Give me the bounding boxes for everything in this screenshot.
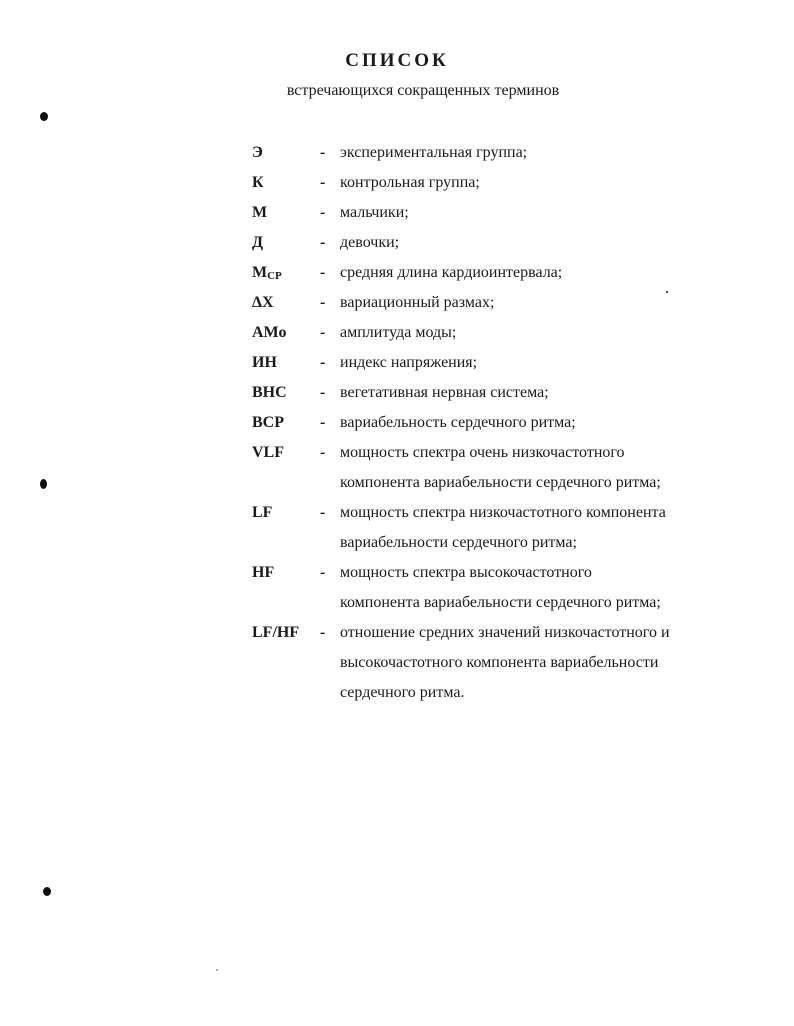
scan-speck bbox=[40, 479, 47, 489]
term-abbreviation: Д bbox=[252, 234, 264, 251]
term-separator: - bbox=[320, 144, 326, 161]
term-separator: - bbox=[320, 384, 326, 401]
term-separator: - bbox=[320, 564, 326, 581]
term-definition-continuation: компонента вариабельности сердечного ритма; bbox=[340, 474, 661, 491]
term-definition-continuation: вариабельности сердечного ритма; bbox=[340, 534, 577, 551]
term-definition: девочки; bbox=[340, 234, 400, 251]
list-item bbox=[0, 563, 794, 623]
term-abbreviation: М bbox=[252, 204, 268, 221]
scan-speck bbox=[666, 291, 668, 293]
term-definition: вариабельность сердечного ритма; bbox=[340, 414, 576, 431]
term-abbreviation: АМо bbox=[252, 324, 287, 341]
page-title: СПИСОК bbox=[345, 50, 449, 71]
term-definition: мощность спектра очень низкочастотного bbox=[340, 444, 625, 461]
term-definition: мощность спектра низкочастотного компонента bbox=[340, 504, 666, 521]
term-abbreviation bbox=[252, 263, 282, 286]
term-abbreviation: ИН bbox=[252, 354, 277, 371]
term-definition-continuation: компонента вариабельности сердечного ритма; bbox=[340, 594, 661, 611]
term-separator: - bbox=[320, 174, 326, 191]
term-separator: - bbox=[320, 294, 326, 311]
term-separator: - bbox=[320, 324, 326, 341]
term-definition: вегетативная нервная система; bbox=[340, 384, 549, 401]
term-abbreviation: ΔХ bbox=[252, 294, 274, 311]
term-definition: отношение средних значений низкочастотного и bbox=[340, 624, 670, 641]
scan-speck bbox=[43, 887, 51, 896]
term-abbreviation: LF bbox=[252, 504, 273, 521]
term-definition-continuation: высокочастотного компонента вариабельности bbox=[340, 654, 659, 671]
term-abbreviation: К bbox=[252, 174, 264, 191]
term-definition: средняя длина кардиоинтервала; bbox=[340, 264, 563, 281]
term-abbreviation-subscript: СР bbox=[267, 270, 282, 282]
term-definition: индекс напряжения; bbox=[340, 354, 478, 371]
term-separator: - bbox=[320, 264, 326, 281]
list-item bbox=[0, 443, 794, 503]
term-abbreviation: HF bbox=[252, 564, 275, 581]
term-definition: мощность спектра высокочастотного bbox=[340, 564, 592, 581]
scan-speck bbox=[216, 969, 218, 971]
term-abbreviation: ВНС bbox=[252, 384, 287, 401]
term-separator: - bbox=[320, 204, 326, 221]
term-separator: - bbox=[320, 504, 326, 521]
page-subtitle: встречающихся сокращенных терминов bbox=[286, 82, 560, 99]
term-definition-continuation: сердечного ритма. bbox=[340, 684, 465, 701]
term-separator: - bbox=[320, 354, 326, 371]
term-separator: - bbox=[320, 414, 326, 431]
term-abbreviation: VLF bbox=[252, 444, 284, 461]
term-definition: вариационный размах; bbox=[340, 294, 495, 311]
term-definition: мальчики; bbox=[340, 204, 409, 221]
list-item bbox=[0, 503, 794, 563]
term-abbreviation: ВСР bbox=[252, 414, 284, 431]
scan-speck bbox=[40, 112, 48, 121]
term-abbreviation: LF/HF bbox=[252, 624, 300, 641]
term-abbreviation: Э bbox=[252, 144, 263, 161]
term-separator: - bbox=[320, 234, 326, 251]
term-definition: экспериментальная группа; bbox=[340, 144, 528, 161]
term-definition: амплитуда моды; bbox=[340, 324, 457, 341]
term-definition: контрольная группа; bbox=[340, 174, 480, 191]
term-separator: - bbox=[320, 444, 326, 461]
term-separator: - bbox=[320, 624, 326, 641]
list-item bbox=[0, 623, 794, 713]
term-abbreviation-main: М bbox=[252, 264, 268, 281]
